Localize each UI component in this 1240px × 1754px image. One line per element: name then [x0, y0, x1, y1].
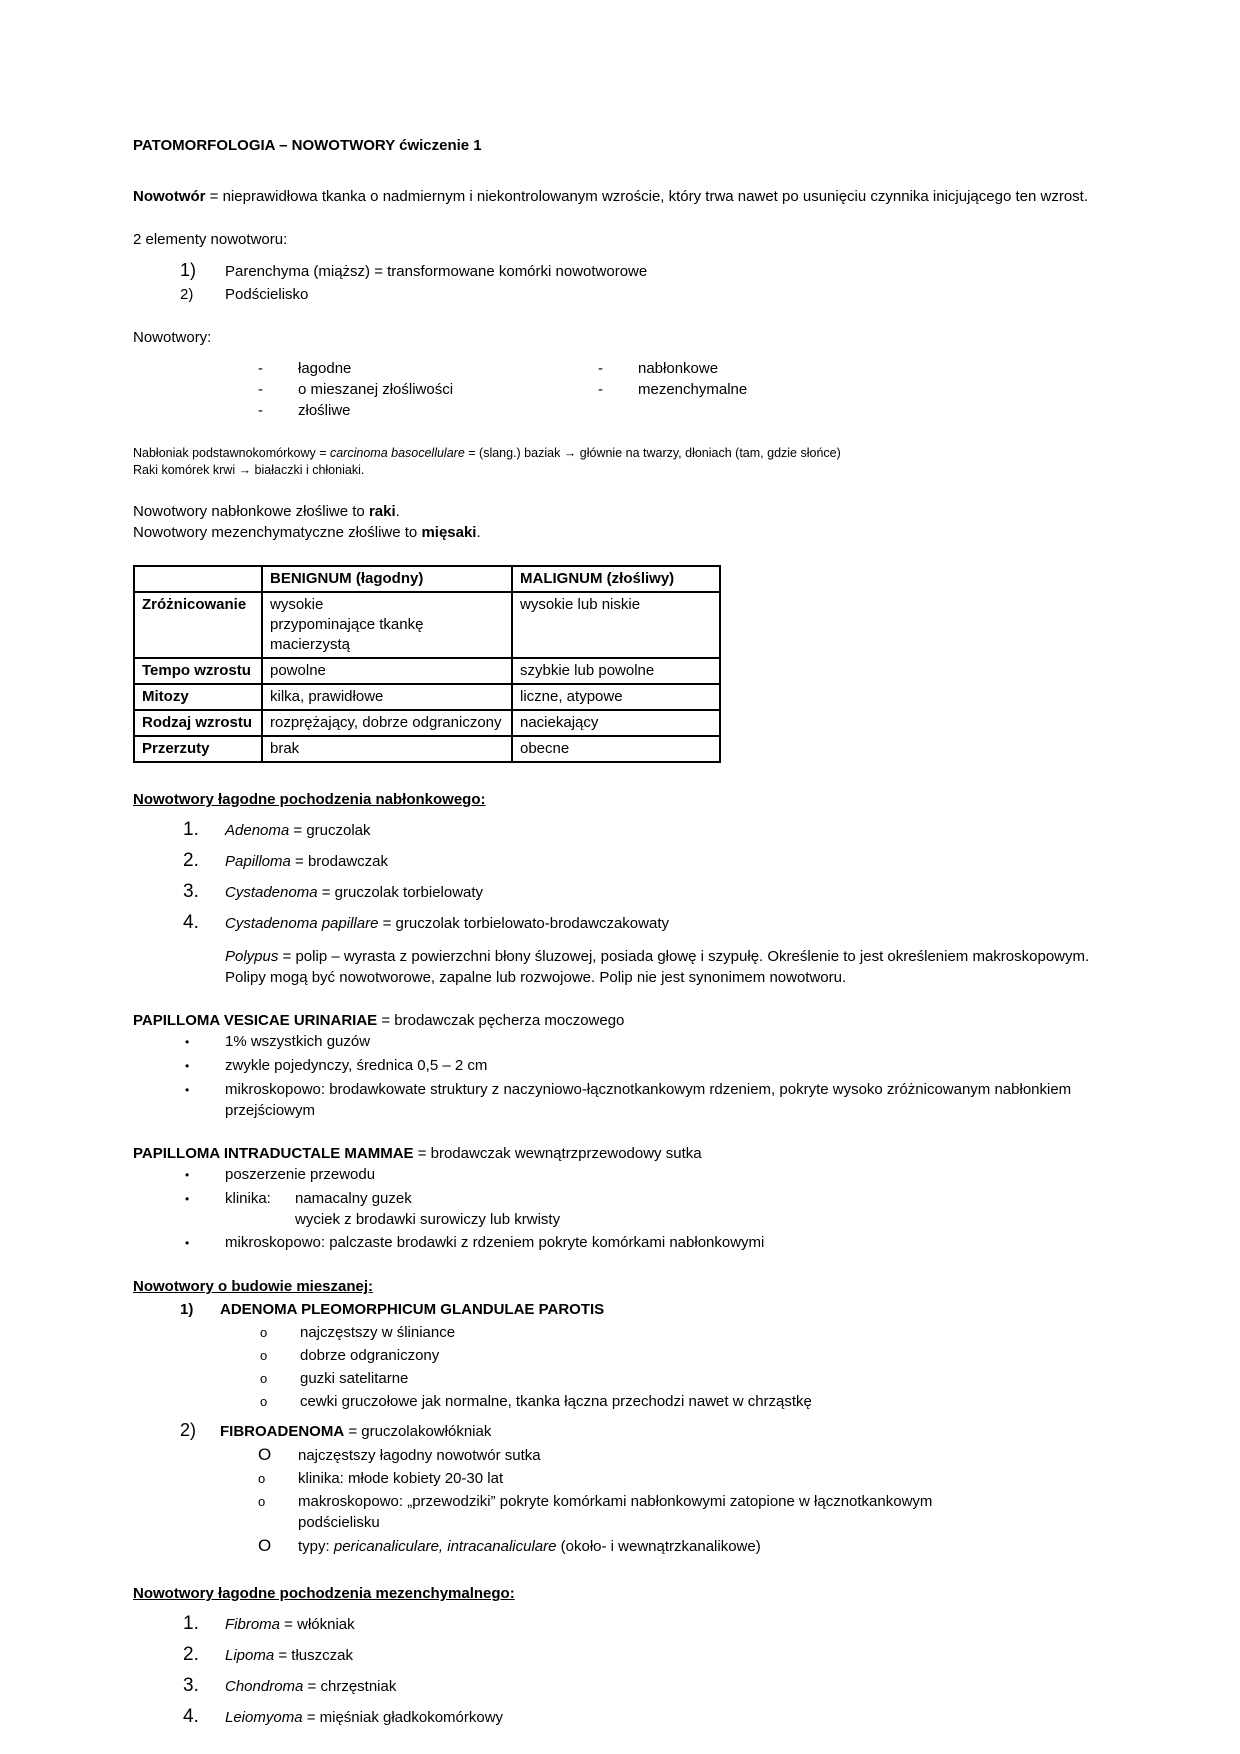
list-item [133, 819, 1120, 841]
note-text: = (slang.) baziak → głównie na twarzy, dłoniach (tam, gdzie słońce) [464, 446, 841, 460]
list-item [133, 284, 1120, 305]
list-number: 1. [183, 819, 199, 840]
papilloma-vesicae-bullets [133, 1031, 1120, 1121]
table-header-row [134, 566, 720, 592]
row-label: Przerzuty [134, 736, 262, 762]
list-item [133, 260, 1120, 282]
list-text [225, 913, 669, 934]
list-text: łagodne [298, 360, 352, 377]
heading-rest: = brodawczak wewnątrzprzewodowy sutka [413, 1145, 702, 1162]
bullet-text: zwykle pojedynczy, średnica 0,5 – 2 cm [225, 1057, 488, 1074]
latin-term: Adenoma [225, 822, 290, 839]
table-cell: wysokie lub niskie [512, 592, 720, 658]
text-run: = gruczolak [289, 822, 371, 839]
bullet-item [133, 1164, 1120, 1186]
text-run: typy: [298, 1538, 334, 1555]
list-item [133, 1675, 1120, 1697]
table-row [134, 736, 720, 762]
papilloma-vesicae-heading [133, 1010, 1120, 1031]
intro-paragraph [133, 186, 1120, 207]
intro-text: = nieprawidłowa tkanka o nadmiernym i niekontrolowanym wzroście, który trwa nawet po usunięciu czynnika inicjującego ten wzrost. [205, 188, 1088, 205]
note-latin-term: carcinoma basocellulare [329, 446, 465, 460]
table-cell: szybkie lub powolne [512, 658, 720, 684]
latin-term: Fibroma [225, 1616, 281, 1633]
latin-term: Chondroma [225, 1678, 304, 1695]
list-number: 2. [183, 1644, 199, 1665]
bullet-text: mikroskopowo: palczaste brodawki z rdzeniem pokryte komórkami nabłonkowymi [225, 1234, 765, 1251]
text-run: Nowotwory nabłonkowe złośliwe to [133, 503, 369, 520]
latin-term: Cystadenoma [225, 884, 318, 901]
list-text [225, 1707, 503, 1728]
bullet-icon: • [185, 1083, 190, 1097]
dash-marker: - [258, 360, 263, 377]
epithelial-list [133, 819, 1120, 934]
text-run: = chrzęstniak [303, 1678, 397, 1695]
elements-heading: 2 elementy nowotworu: [133, 231, 288, 248]
bullet-text: mikroskopowo: brodawkowate struktury z naczyniowo-łącznotkankowym rdzeniem, pokryte wysoko zróżnicowanym nabłonkiem przejściowym [225, 1081, 1072, 1119]
list-text: nabłonkowe [638, 360, 719, 377]
adenoma-pleomorphicum-title: ADENOMA PLEOMORPHICUM GLANDULAE PAROTIS [220, 1301, 605, 1318]
sub-text: guzki satelitarne [300, 1370, 409, 1387]
sub-text: dobrze odgraniczony [300, 1347, 440, 1364]
table-header-benignum [262, 566, 512, 592]
circle-marker: o [260, 1325, 268, 1340]
adenoma-pleomorphicum-subitems [133, 1322, 1120, 1412]
list-text [225, 1676, 396, 1697]
list-number: 3. [183, 881, 199, 902]
text-run: = tłuszczak [274, 1647, 353, 1664]
klinika-line [225, 1209, 560, 1230]
papilloma-intraductale-heading [133, 1143, 1120, 1164]
bullet-item [133, 1031, 1120, 1053]
text-run: . [395, 503, 400, 520]
list-number: 1) [180, 260, 197, 280]
list-number: 2) [180, 1420, 197, 1440]
klinika-label: klinika: [225, 1190, 271, 1207]
list-item [598, 358, 747, 379]
sub-text: cewki gruczołowe jak normalne, tkanka łączna przechodzi nawet w chrząstkę [300, 1393, 812, 1410]
papilloma-intraductale-bullets [133, 1164, 1120, 1254]
text-run: = włókniak [280, 1616, 355, 1633]
list-text: mezenchymalne [638, 381, 748, 398]
list-number: 3. [183, 1675, 199, 1696]
list-number: 2) [180, 286, 194, 303]
sub-item [133, 1368, 1120, 1389]
text-run: Nowotwory mezenchymatyczne złośliwe to [133, 524, 422, 541]
table-cell: liczne, atypowe [512, 684, 720, 710]
list-item [258, 400, 498, 421]
table-row [134, 710, 720, 736]
list-text [225, 820, 371, 841]
list-text [225, 1645, 353, 1666]
table-cell: naciekający [512, 710, 720, 736]
types-list-left [258, 358, 498, 421]
list-number: 4. [183, 1706, 199, 1727]
latin-term: pericanaliculare, intracanaliculare [333, 1538, 557, 1555]
table-row [134, 592, 720, 658]
table-row [134, 684, 720, 710]
intro-term: Nowotwór [133, 188, 206, 205]
list-number: 4. [183, 912, 199, 933]
list-number: 2. [183, 850, 199, 871]
text-run: namacalny guzek [295, 1190, 412, 1207]
header-normal: (złośliwy) [602, 570, 675, 587]
bullet-icon: • [185, 1035, 190, 1049]
note-text: Nabłoniak podstawnokomórkowy = [133, 446, 330, 460]
circle-marker: o [258, 1494, 266, 1509]
sub-item [133, 1345, 1120, 1366]
header-bold: MALIGNUM [520, 570, 603, 587]
section-heading-mesenchymal: Nowotwory łagodne pochodzenia mezenchymalnego: [133, 1585, 515, 1602]
table-header-malignum [512, 566, 720, 592]
bullet-icon: • [185, 1168, 190, 1182]
list-item [133, 850, 1120, 872]
sub-text: najczęstszy łagodny nowotwór sutka [298, 1447, 541, 1464]
header-normal: (łagodny) [351, 570, 424, 587]
latin-term: Cystadenoma papillare [225, 915, 379, 932]
sub-item [133, 1535, 1120, 1557]
dash-marker: - [598, 360, 603, 377]
list-item [133, 1299, 1120, 1320]
circle-marker: o [260, 1348, 268, 1363]
table-cell: rozprężający, dobrze odgraniczony [262, 710, 512, 736]
table-header-empty [134, 566, 262, 592]
text-run: (około- i wewnątrzkanalikowe) [556, 1538, 761, 1555]
list-item [133, 881, 1120, 903]
sub-text: klinika: młode kobiety 20-30 lat [298, 1470, 504, 1487]
sub-item [133, 1491, 1120, 1533]
list-item [133, 1706, 1120, 1728]
document-title: PATOMORFOLOGIA – NOWOTWORY ćwiczenie 1 [133, 137, 482, 154]
table-cell: kilka, prawidłowe [262, 684, 512, 710]
list-item [133, 1613, 1120, 1635]
list-item [133, 1644, 1120, 1666]
list-item [258, 358, 498, 379]
bullet-icon: • [185, 1059, 190, 1073]
list-text [225, 851, 388, 872]
types-columns [133, 358, 1120, 421]
list-text: Podścielisko [225, 286, 309, 303]
bullet-text: poszerzenie przewodu [225, 1166, 376, 1183]
heading-rest: = gruczolakowłókniak [344, 1423, 492, 1440]
cell-line: wysokie [270, 596, 324, 613]
bullet-item [133, 1232, 1120, 1254]
header-bold: BENIGNUM [270, 570, 352, 587]
text-run: . [476, 524, 481, 541]
bullet-icon: • [185, 1192, 190, 1206]
list-item [598, 379, 747, 400]
text-run: = brodawczak [290, 853, 389, 870]
table-cell: powolne [262, 658, 512, 684]
row-label: Zróżnicowanie [134, 592, 262, 658]
footnote-block [133, 445, 1120, 479]
list-text [225, 1614, 355, 1635]
dash-marker: - [258, 402, 263, 419]
klinika-line [225, 1188, 560, 1209]
row-label: Mitozy [134, 684, 262, 710]
section-heading-mixed: Nowotwory o budowie mieszanej: [133, 1278, 374, 1295]
heading-bold: PAPILLOMA VESICAE URINARIAE [133, 1012, 378, 1029]
circle-marker: o [258, 1471, 266, 1486]
dash-marker: - [258, 381, 263, 398]
miesaki-line [133, 522, 1120, 543]
latin-term: Lipoma [225, 1647, 275, 1664]
table-cell: obecne [512, 736, 720, 762]
sub-item [133, 1391, 1120, 1412]
list-text: złośliwe [298, 402, 351, 419]
cell-line: przypominające tkankę macierzystą [270, 616, 424, 653]
text-run: = gruczolak torbielowato-brodawczakowaty [378, 915, 669, 932]
list-item [258, 379, 498, 400]
text-run: wyciek z brodawki surowiczy lub krwisty [295, 1211, 561, 1228]
latin-term: Leiomyoma [225, 1709, 303, 1726]
footnote-line: Raki komórek krwi → białaczki i chłoniaki. [133, 463, 365, 477]
text-run: = gruczolak torbielowaty [317, 884, 484, 901]
heading-bold: FIBROADENOMA [220, 1423, 345, 1440]
bold-term: mięsaki [421, 524, 477, 541]
list-number: 1. [183, 1613, 199, 1634]
bullet-icon: • [185, 1236, 190, 1250]
list-item [133, 912, 1120, 934]
circle-marker: o [260, 1394, 268, 1409]
text-run: = polip – wyrasta z powierzchni błony śluzowej, posiada głowę i szypułę. Określenie to jest określeniem makroskopowym. Polipy mogą być nowotworowe, zapalne lub rozwojowe. Polip nie jest synonimem nowotworu. [225, 948, 1090, 986]
list-text [225, 882, 483, 903]
list-text: Parenchyma (miąższ) = transformowane komórki nowotworowe [225, 263, 648, 280]
sub-text: makroskopowo: „przewodziki” pokryte komórkami nabłonkowymi zatopione w łącznotkankowym podścielisku [298, 1493, 933, 1531]
sub-text: najczęstszy w śliniance [300, 1324, 456, 1341]
elements-list [133, 260, 1120, 305]
row-label: Tempo wzrostu [134, 658, 262, 684]
bullet-item [133, 1079, 1120, 1121]
circle-marker: O [258, 1445, 272, 1464]
latin-term: Polypus [225, 948, 279, 965]
heading-rest: = brodawczak pęcherza moczowego [377, 1012, 625, 1029]
list-number: 1) [180, 1301, 194, 1318]
polypus-paragraph [133, 946, 1120, 988]
bold-term: raki [368, 503, 396, 520]
table-cell: brak [262, 736, 512, 762]
bullet-text [225, 1188, 560, 1230]
raki-line [133, 501, 1120, 522]
footnote-line [133, 445, 1120, 462]
comparison-table [133, 565, 721, 763]
sub-text [298, 1536, 761, 1557]
bullet-text: 1% wszystkich guzów [225, 1033, 371, 1050]
latin-term: Papilloma [225, 853, 291, 870]
types-list-right [598, 358, 747, 421]
sub-item [133, 1322, 1120, 1343]
fibroadenoma-subitems [133, 1444, 1120, 1557]
row-label: Rodzaj wzrostu [134, 710, 262, 736]
bullet-item [133, 1188, 1120, 1230]
list-item [133, 1420, 1120, 1442]
table-row [134, 658, 720, 684]
text-run: = mięśniak gładkokomórkowy [302, 1709, 504, 1726]
sub-item [133, 1444, 1120, 1466]
circle-marker: o [260, 1371, 268, 1386]
sub-item [133, 1468, 1120, 1489]
dash-marker: - [598, 381, 603, 398]
types-heading: Nowotwory: [133, 329, 212, 346]
list-text: o mieszanej złośliwości [298, 381, 454, 398]
heading-bold: PAPILLOMA INTRADUCTALE MAMMAE [133, 1145, 414, 1162]
section-heading-epithelial: Nowotwory łagodne pochodzenia nabłonkowego: [133, 791, 486, 808]
circle-marker: O [258, 1536, 272, 1555]
bullet-item [133, 1055, 1120, 1077]
mesenchymal-list [133, 1613, 1120, 1728]
table-cell [262, 592, 512, 658]
fibroadenoma-title [220, 1421, 491, 1442]
